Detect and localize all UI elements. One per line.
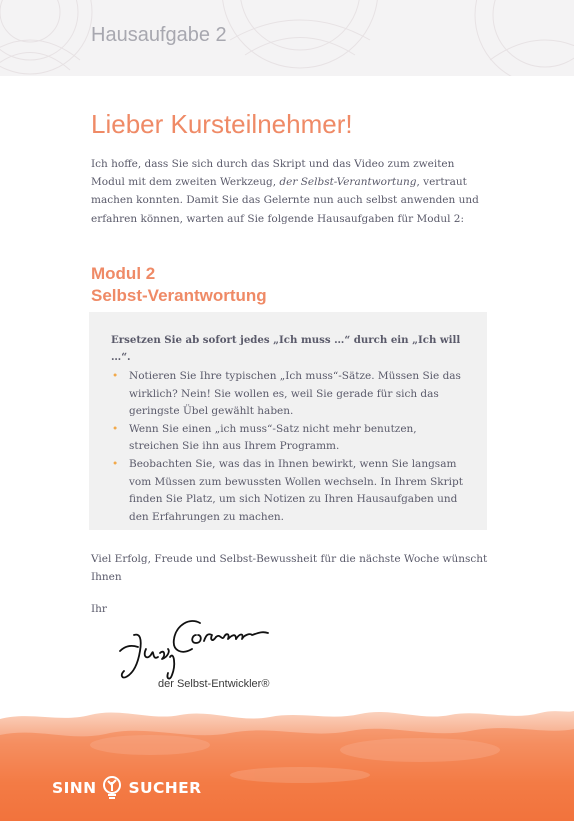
intro-text-2: , vertraut machen konnten. Damit Sie das Gelernte nun auch selbst anwenden und erfahren können, warten auf Sie folgende Hausaufgaben für Modul 2: <box>91 176 479 225</box>
signature-caption: der Selbst-Entwickler® <box>158 678 270 690</box>
task-text: Beobachten Sie, was das in Ihnen bewirkt, wenn Sie langsam vom Müssen zum bewussten Wollen wechseln. In Ihrem Skript finden Sie Platz, um sich Notizen zu Ihren Hausaufgaben und den Erfahrungen zu machen. <box>129 457 463 523</box>
module-title: Selbst-Verantwortung <box>91 286 267 305</box>
closing-paragraph: Viel Erfolg, Freude und Selbst-Bewussheit für die nächste Woche wünscht Ihnen <box>91 553 488 583</box>
sinnsucher-logo <box>52 775 202 801</box>
intro-emphasis: der Selbst-Verantwortung <box>279 176 417 189</box>
mandala-decoration <box>0 0 574 76</box>
task-text: Notieren Sie Ihre typischen „Ich muss“-Sätze. Müssen Sie das wirklich? Nein! Sie wollen es, weil Sie gerade für sich das geringste Übel gewählt haben. <box>129 370 461 418</box>
lightbulb-tree-icon <box>100 775 124 801</box>
task-item <box>111 368 465 421</box>
intro-paragraph <box>91 155 491 228</box>
intro-text-1: Ich hoffe, dass Sie sich durch das Skript und das Video zum zweiten Modul mit dem zweiten Werkzeug, <box>91 158 455 189</box>
task-lead: Ersetzen Sie ab sofort jedes „Ich muss …“ durch ein „Ich will …“. <box>111 334 461 363</box>
task-box <box>89 312 487 530</box>
handwritten-signature <box>112 605 272 685</box>
bullet-icon: • <box>112 457 119 470</box>
page-header <box>0 0 574 76</box>
greeting-heading: Lieber Kursteilnehmer! <box>91 109 353 139</box>
bullet-icon: • <box>112 370 119 382</box>
task-item <box>111 421 465 456</box>
module-number: Modul 2 <box>91 264 156 283</box>
task-text: Wenn Sie einen „ich muss“-Satz nicht mehr benutzen, streichen Sie ihn aus Ihrem Programm. <box>129 422 417 453</box>
logo-text-left: SINN <box>52 779 97 797</box>
task-list <box>111 368 465 526</box>
document-title: Hausaufgabe 2 <box>91 24 227 46</box>
sign-off: Ihr <box>91 603 107 615</box>
watercolor-footer <box>0 705 574 821</box>
task-item <box>111 456 465 526</box>
bullet-icon: • <box>112 422 119 435</box>
logo-text-right: SUCHER <box>128 779 202 797</box>
